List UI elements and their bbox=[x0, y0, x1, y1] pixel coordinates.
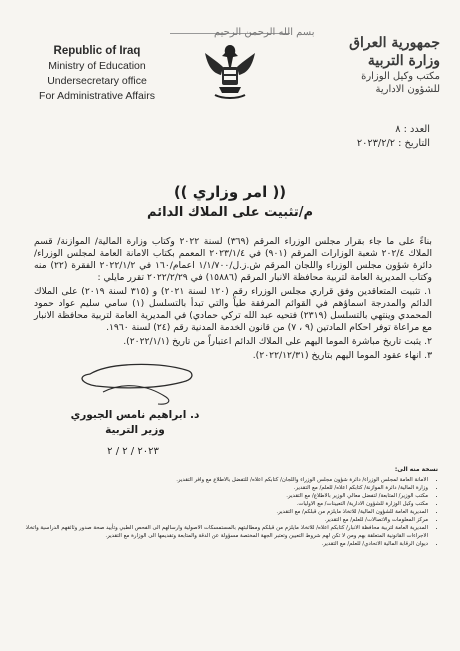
signer-title: وزير التربية bbox=[105, 424, 165, 436]
copy-item: • مكتب وكيل الوزارة للشؤون الادارية/ التعيينات/ مع الاوليات. bbox=[24, 500, 428, 508]
copy-item: • المديرية العامة للشؤون المالية/ للاتخاذ مايلزم من قبلكم/ مع التقدير. bbox=[24, 508, 428, 516]
header-english bbox=[22, 44, 172, 104]
office-line: Undersecretary office bbox=[47, 75, 147, 87]
ministry-line-ar: وزارة التربية bbox=[367, 53, 440, 69]
copies-list bbox=[24, 466, 438, 548]
intro-paragraph: بناءً على ما جاء بقرار مجلس الوزراء المرقم (٣٦٩) لسنة ٢٠٢٢ وكتاب وزارة المالية/ الموازنة/ قسم الملاك ٢٠٢/٤ شعبة الوزارات المرقم (٩٠١) في ٢٠٢٣/١/٤ المعمم بكتاب الامانة العامة لمجلس الوزراء/ دائرة شؤون مجلس الوزراء واللجان المرقم ش.ز.ل/١/١/٧٠٠ اعمام/١٦٠ في ٢٠٢٢/١/٢ الفقرة (٢٢) منه وكتاب المديرية العامة لتربية محافظة الانبار المرقم (١٥٨٨٦) في ٢٠٢٢/٢/٢٩ تقرر مايلي : bbox=[34, 236, 433, 283]
country-line: Republic of Iraq bbox=[53, 45, 141, 57]
copy-item: • وزارة المالية/ دائرة الموازنة/ كتابكم اعلاه/ للعلم/ مع التقدير. bbox=[24, 484, 428, 492]
document-title: (( امر وزاري )) bbox=[173, 183, 287, 201]
copy-item: • الامانة العامة لمجلس الوزراء/ دائرة شؤون مجلس الوزراء واللجان/ كتابكم اعلاه/ للتفضل بالاطلاع مع وافر التقدير. bbox=[24, 476, 428, 484]
copies-items bbox=[24, 476, 438, 548]
affairs-line: For Administrative Affairs bbox=[39, 90, 155, 102]
iraq-eagle-emblem-icon bbox=[201, 39, 259, 105]
body-item-1: ١. تثبيت المتعاقدين وفق قراري مجلس الوزراء رقم (١٢٠ لسنة ٢٠٢١) و (٣١٥ لسنة ٢٠١٩) على الملاك الدائم والمدرجة اسماؤهم في القوائم المرفقة طياً والتي تبدأ بالتسلسل (١) سامي سليم عواد حمود المحمدي وينتهي بالتسلسل (٢٣١٩) فتحيه عبد الله تركي حمادي) في المديرية العامة لتربية محافظة الانبار مع مراعاة توفر احكام المادتين (٩ ، ٧) من قانون الخدمة المدنية رقم (٢٤) لسنة ١٩٦٠. bbox=[34, 286, 432, 333]
copy-item: • مكتب الوزير/ المتابعة/ لتفضل معالي الوزير بالاطلاع/ مع التقدير. bbox=[24, 492, 428, 500]
basmala: بسم الله الرحمن الرحيم bbox=[214, 27, 315, 38]
copy-item: • ديوان الرقابة المالية الاتحادي/ للعلم/ مع التقدير. bbox=[24, 540, 428, 548]
signer-block bbox=[60, 408, 210, 438]
header-arabic bbox=[320, 34, 440, 96]
copy-item: • مركز المعلومات والاتصالات/ للعلم/ مع التقدير. bbox=[24, 516, 428, 524]
document-subject: م/تثبيت على الملاك الدائم bbox=[147, 205, 313, 220]
copies-heading: نسخة منه الى: bbox=[394, 466, 438, 473]
ministry-line: Ministry of Education bbox=[48, 60, 146, 72]
country-line-ar: جمهورية العراق bbox=[349, 35, 440, 51]
copy-item: • المديرية العامة لتربية محافظة الانبار/ كتابكم اعلاه/ للاتخاذ مايلزم من قبلكم ومطالبتهم بالمستمسكات الاصولية وارسالهم الى الفحص الطبي وتأييد صحة صدور وثائقهم الدراسية واتخاذ الاجراءات القانونية المتعلقة بهم ومن لا تكن لهم شروط التعيين وتعتبر الجهة المختصة مسؤولة عن الدقة والمتابعة وتقديمها الى الوزارة مع التقدير. bbox=[24, 524, 428, 540]
body-item-2: ٢. يثبت تاريخ مباشرة الموما اليهم على الملاك الدائم اعتباراً من تاريخ (٢٠٢٢/١/١). bbox=[123, 336, 432, 347]
affairs-line-ar: للشؤون الادارية bbox=[375, 84, 440, 95]
reference-number: العدد : ٨ bbox=[395, 124, 430, 135]
reference-block bbox=[357, 123, 430, 151]
signer-name: د. ابراهيم نامس الجبوري bbox=[70, 409, 200, 421]
reference-date: التاريخ : ٢٠٢٣/٢/٢ bbox=[356, 138, 430, 149]
signature-date: ٢٠٢٣ / ٢ / ٢ bbox=[107, 446, 159, 457]
office-line-ar: مكتب وكيل الوزارة bbox=[361, 71, 440, 82]
document-body bbox=[34, 236, 432, 364]
body-item-3: ٣. انهاء عقود الموما اليهم بتاريخ (٢٠٢٢/١٢/٣١). bbox=[252, 350, 432, 361]
